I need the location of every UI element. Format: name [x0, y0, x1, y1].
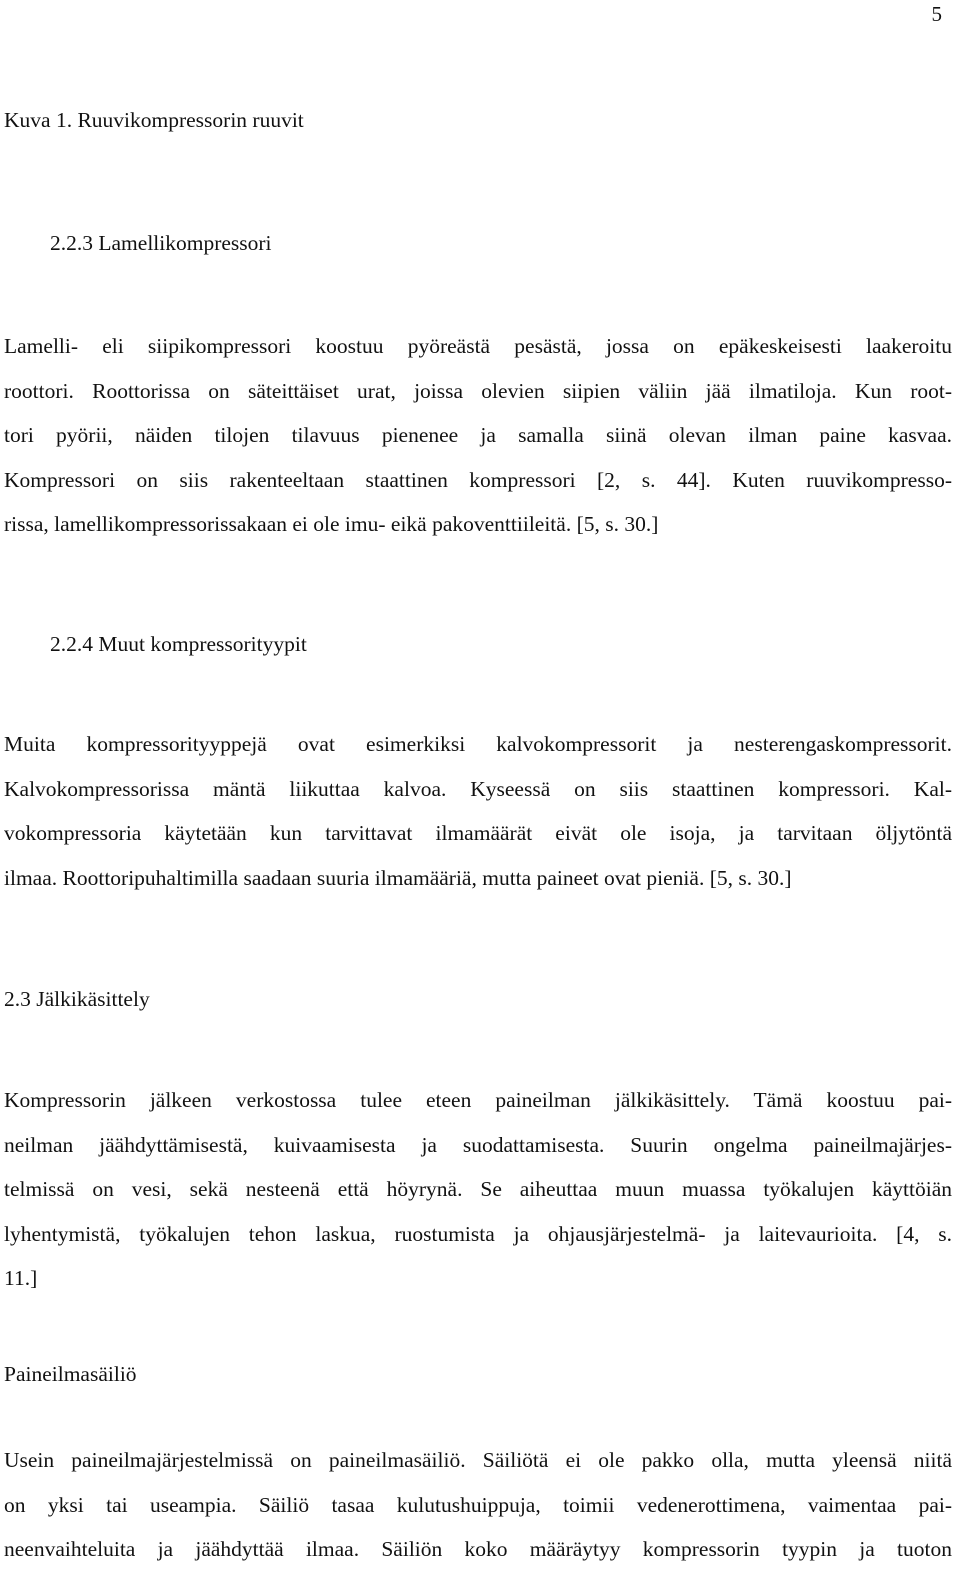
- text-line: neenvaihteluita ja jäähdyttää ilmaa. Säiliön koko määräytyy kompressorin tyypin ja tuoton: [4, 1537, 952, 1561]
- page-number: 5: [931, 2, 942, 26]
- text-line: Kompressorin jälkeen verkostossa tulee eteen paineilman jälkikäsittely. Tämä koostuu pai-: [4, 1088, 952, 1112]
- text-line: vokompressoria käytetään kun tarvittavat ilmamäärät eivät ole isoja, ja tarvitaan öljytöntä: [4, 821, 952, 845]
- text-line: 11.]: [4, 1266, 38, 1290]
- paragraph-muut-kompressorityypit: [4, 722, 952, 900]
- text-line: Lamelli- eli siipikompressori koostuu pyöreästä pesästä, jossa on epäkeskeisesti laakeroitu: [4, 334, 952, 358]
- paragraph-paineilmasailio: [4, 1438, 952, 1572]
- paragraph-jalkikasittely: [4, 1078, 952, 1301]
- figure-caption: Kuva 1. Ruuvikompressorin ruuvit: [4, 108, 304, 132]
- section-heading-jalkikasittely: 2.3 Jälkikäsittely: [4, 987, 150, 1011]
- text-line: Usein paineilmajärjestelmissä on paineilmasäiliö. Säiliötä ei ole pakko olla, mutta yleensä niitä: [4, 1448, 952, 1472]
- text-line: Muita kompressorityyppejä ovat esimerkiksi kalvokompressorit ja nesterengaskompressorit.: [4, 732, 952, 756]
- text-line: tori pyörii, näiden tilojen tilavuus pienenee ja samalla siinä olevan ilman paine kasvaa.: [4, 423, 952, 447]
- section-heading-muut-kompressorityypit: 2.2.4 Muut kompressorityypit: [50, 632, 307, 656]
- text-line: rissa, lamellikompressorissakaan ei ole imu- eikä pakoventtiileitä. [5, s. 30.]: [4, 512, 659, 536]
- paragraph-lamellikompressori: [4, 324, 952, 547]
- text-line: telmissä on vesi, sekä nesteenä että höyrynä. Se aiheuttaa muun muassa työkalujen käyttöiän: [4, 1177, 952, 1201]
- text-line: neilman jäähdyttämisestä, kuivaamisesta ja suodattamisesta. Suurin ongelma paineilmajärjes-: [4, 1132, 952, 1157]
- text-line: Kalvokompressorissa mäntä liikuttaa kalvoa. Kyseessä on siis staattinen kompressori. Kal-: [4, 776, 952, 801]
- section-heading-lamellikompressori: 2.2.3 Lamellikompressori: [50, 231, 272, 255]
- text-line: Kompressori on siis rakenteeltaan staattinen kompressori [2, s. 44]. Kuten ruuvikompresso-: [4, 467, 952, 492]
- section-heading-paineilmasailio: Paineilmasäiliö: [4, 1362, 137, 1386]
- text-line: lyhentymistä, työkalujen tehon laskua, ruostumista ja ohjausjärjestelmä- ja laitevaurioita. [4, s.: [4, 1221, 952, 1246]
- text-line: roottori. Roottorissa on säteittäiset urat, joissa olevien siipien väliin jää ilmatiloja. Kun root-: [4, 378, 952, 403]
- text-line: ilmaa. Roottoripuhaltimilla saadaan suuria ilmamääriä, mutta paineet ovat pieniä. [5, s. 30.]: [4, 865, 792, 890]
- text-line: on yksi tai useampia. Säiliö tasaa kulutushuippuja, toimii vedenerottimena, vaimentaa pai-: [4, 1492, 952, 1517]
